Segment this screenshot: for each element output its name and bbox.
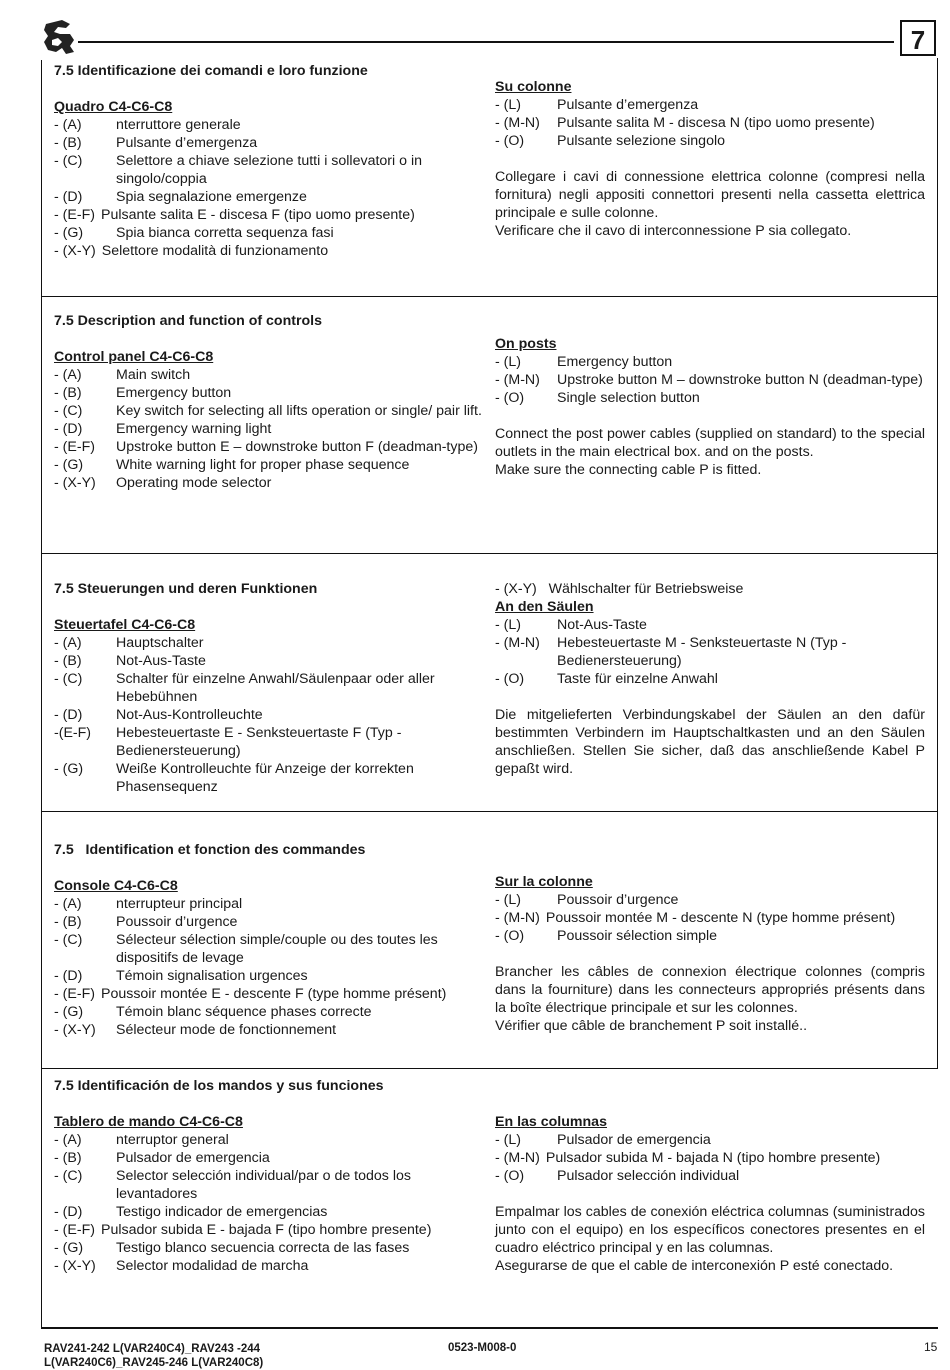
brand-logo-icon bbox=[40, 16, 78, 56]
section-left-column bbox=[54, 841, 484, 1039]
list-item: - (B) Pulsante d’emergenza bbox=[54, 135, 258, 151]
connection-paragraph: Collegare i cavi di connessione elettrica colonne (compresi nella fornitura) negli appositi connettori presenti nella cassetta elettrica principale e sulle colonne. bbox=[495, 169, 925, 221]
list-item: - (C) Key switch for selecting all lifts operation or single/ pair lift. bbox=[54, 403, 482, 419]
list-item: - (E-F) Pulsador subida E - bajada F (tipo hombre presente) bbox=[54, 1222, 432, 1238]
connection-paragraph: Empalmar los cables de conexión eléctrica columnas (suministrados junto con el equipo) en los específicos conectores presentes en el cuadro eléctrico principal y en las columnas. bbox=[495, 1204, 925, 1256]
connection-paragraph: Connect the post power cables (supplied on standard) to the special outlets in the main electrical box. and on the posts. bbox=[495, 426, 925, 460]
list-item: - (D) Témoin signalisation urgences bbox=[54, 968, 308, 984]
connection-paragraph: Die mitgelieferten Verbindungskabel der Säulen an den dafür bestimmten Verbindern im Hauptschaltkasten und an den Säulen anschließen. Stellen Sie sicher, daß das anschließende Kabel P gepaßt wird. bbox=[495, 707, 925, 777]
list-item: - (D) Not-Aus-Kontrolleuchte bbox=[54, 707, 263, 723]
list-item: - (A) nterruptor general bbox=[54, 1132, 229, 1148]
list-item: - (A) Hauptschalter bbox=[54, 635, 204, 651]
posts-heading: On posts bbox=[495, 336, 557, 352]
section-left-column bbox=[54, 580, 484, 796]
list-item: - (D) Emergency warning light bbox=[54, 421, 272, 437]
list-item: - (L) Emergency button bbox=[495, 354, 673, 370]
list-item: - (L) Poussoir d’urgence bbox=[495, 892, 679, 908]
list-item: - (G) White warning light for proper phase sequence bbox=[54, 457, 410, 473]
list-item: - (O) Pulsante selezione singolo bbox=[495, 133, 725, 149]
section-divider bbox=[41, 296, 938, 297]
chapter-number: 7 bbox=[900, 20, 936, 56]
list-item: - (B) Emergency button bbox=[54, 385, 232, 401]
list-item: - (E-F) Poussoir montée E - descente F (type homme présent) bbox=[54, 986, 447, 1002]
posts-heading: An den Säulen bbox=[495, 599, 594, 615]
list-item: - (B) Pulsador de emergencia bbox=[54, 1150, 270, 1166]
list-item: - (A) Main switch bbox=[54, 367, 191, 383]
posts-heading: En las columnas bbox=[495, 1114, 607, 1130]
list-item: - (G) Spia bianca corretta sequenza fasi bbox=[54, 225, 334, 241]
posts-heading: Su colonne bbox=[495, 79, 572, 95]
list-item: - (X-Y) Selector modalidad de marcha bbox=[54, 1258, 309, 1274]
panel-heading: Control panel C4-C6-C8 bbox=[54, 349, 214, 365]
section-right-column bbox=[495, 335, 925, 479]
list-item: - (G) Témoin blanc séquence phases correcte bbox=[54, 1004, 372, 1020]
list-item: - (O) Pulsador selección individual bbox=[495, 1168, 740, 1184]
section-right-column bbox=[495, 873, 925, 1035]
list-item: - (C) Schalter für einzelne Anwahl/Säulenpaar oder aller Hebebühnen bbox=[54, 671, 435, 705]
posts-heading: Sur la colonne bbox=[495, 874, 593, 890]
check-paragraph: Asegurarse de que el cable de interconexión P esté conectado. bbox=[495, 1258, 894, 1274]
list-item: - (X-Y) Operating mode selector bbox=[54, 475, 272, 491]
footer-model-line: L(VAR240C6)_RAV245-246 L(VAR240C8) bbox=[44, 1357, 264, 1369]
footer-model-codes bbox=[44, 1342, 263, 1370]
list-item: - (M-N) Pulsante salita M - discesa N (tipo uomo presente) bbox=[495, 115, 875, 131]
list-item: - (X-Y) Sélecteur mode de fonctionnement bbox=[54, 1022, 337, 1038]
list-item: - (O) Poussoir sélection simple bbox=[495, 928, 718, 944]
section-right-column bbox=[495, 580, 925, 778]
footer-doc-code: 0523-M008-0 bbox=[448, 1342, 517, 1354]
list-item: - (C) Selector selección individual/par o de todos los levantadores bbox=[54, 1168, 411, 1202]
check-paragraph: Make sure the connecting cable P is fitted. bbox=[495, 462, 762, 478]
list-item: - (E-F) Upstroke button E – downstroke button F (deadman-type) bbox=[54, 439, 478, 455]
section-title: 7.5 Description and function of controls bbox=[54, 313, 323, 329]
list-item: - (G) Testigo blanco secuencia correcta de las fases bbox=[54, 1240, 410, 1256]
list-item: - (A) nterruttore generale bbox=[54, 117, 241, 133]
list-item: - (E-F) Pulsante salita E - discesa F (tipo uomo presente) bbox=[54, 207, 415, 223]
section-title: 7.5 Identificazione dei comandi e loro funzione bbox=[54, 63, 368, 79]
section-title: 7.5 Steuerungen und deren Funktionen bbox=[54, 581, 318, 597]
panel-heading: Quadro C4-C6-C8 bbox=[54, 99, 173, 115]
list-item: - (D) Testigo indicador de emergencias bbox=[54, 1204, 328, 1220]
frame-right-rule bbox=[937, 58, 938, 1068]
section-divider bbox=[41, 811, 938, 812]
list-item: - (L) Pulsador de emergencia bbox=[495, 1132, 711, 1148]
footer-model-line: RAV241-242 L(VAR240C4)_RAV243 -244 bbox=[44, 1343, 261, 1355]
section-title: 7.5 Identification et fonction des commandes bbox=[54, 842, 366, 858]
section-right-column bbox=[495, 78, 925, 240]
section-left-column bbox=[54, 62, 484, 260]
list-item: - (A) nterrupteur principal bbox=[54, 896, 243, 912]
list-item: - (M-N) Poussoir montée M - descente N (type homme présent) bbox=[495, 910, 896, 926]
section-divider bbox=[41, 553, 938, 554]
footer-page-number: 15 bbox=[924, 1340, 938, 1354]
section-left-column bbox=[54, 312, 484, 492]
list-item: - (B) Not-Aus-Taste bbox=[54, 653, 206, 669]
section-right-column bbox=[495, 1113, 925, 1275]
list-item: - (D) Spia segnalazione emergenze bbox=[54, 189, 307, 205]
check-paragraph: Vérifier que câble de branchement P soit installé.. bbox=[495, 1018, 808, 1034]
list-item: - (M-N) Upstroke button M – downstroke button N (deadman-type) bbox=[495, 372, 923, 388]
section-left-column bbox=[54, 1077, 484, 1275]
list-item: - (L) Pulsante d’emergenza bbox=[495, 97, 699, 113]
list-item: - (O) Taste für einzelne Anwahl bbox=[495, 671, 718, 687]
frame-left-rule bbox=[41, 60, 42, 1328]
section-title: 7.5 Identificación de los mandos y sus funciones bbox=[54, 1078, 384, 1094]
mode-selector-item: - (X-Y) Wählschalter für Betriebsweise bbox=[495, 581, 744, 597]
list-item: - (B) Poussoir d’urgence bbox=[54, 914, 238, 930]
connection-paragraph: Brancher les câbles de connexion électrique colonnes (compris dans la fourniture) dans les connecteurs appropriés présents dans la boîte électrique principale et sur les colonnes. bbox=[495, 964, 925, 1016]
list-item: - (M-N) Hebesteuertaste M - Senksteuertaste N (Typ - Bedienersteuerung) bbox=[495, 635, 847, 669]
list-item: - (O) Single selection button bbox=[495, 390, 700, 406]
list-item: - (M-N) Pulsador subida M - bajada N (tipo hombre presente) bbox=[495, 1150, 881, 1166]
header-rule bbox=[78, 41, 894, 43]
list-item: -(E-F) Hebesteuertaste E - Senksteuertaste F (Typ - Bedienersteuerung) bbox=[54, 725, 402, 759]
list-item: - (X-Y) Selettore modalità di funzionamento bbox=[54, 243, 329, 259]
panel-heading: Steuertafel C4-C6-C8 bbox=[54, 617, 196, 633]
footer-rule bbox=[41, 1327, 938, 1329]
list-item: - (L) Not-Aus-Taste bbox=[495, 617, 647, 633]
check-paragraph: Verificare che il cavo di interconnessione P sia collegato. bbox=[495, 223, 852, 239]
panel-heading: Console C4-C6-C8 bbox=[54, 878, 178, 894]
panel-heading: Tablero de mando C4-C6-C8 bbox=[54, 1114, 243, 1130]
list-item: - (C) Selettore a chiave selezione tutti i sollevatori o in singolo/coppia bbox=[54, 153, 422, 187]
list-item: - (G) Weiße Kontrolleuchte für Anzeige der korrekten Phasensequenz bbox=[54, 761, 414, 795]
list-item: - (C) Sélecteur sélection simple/couple ou des toutes les dispositifs de levage bbox=[54, 932, 438, 966]
section-divider bbox=[41, 1068, 938, 1069]
